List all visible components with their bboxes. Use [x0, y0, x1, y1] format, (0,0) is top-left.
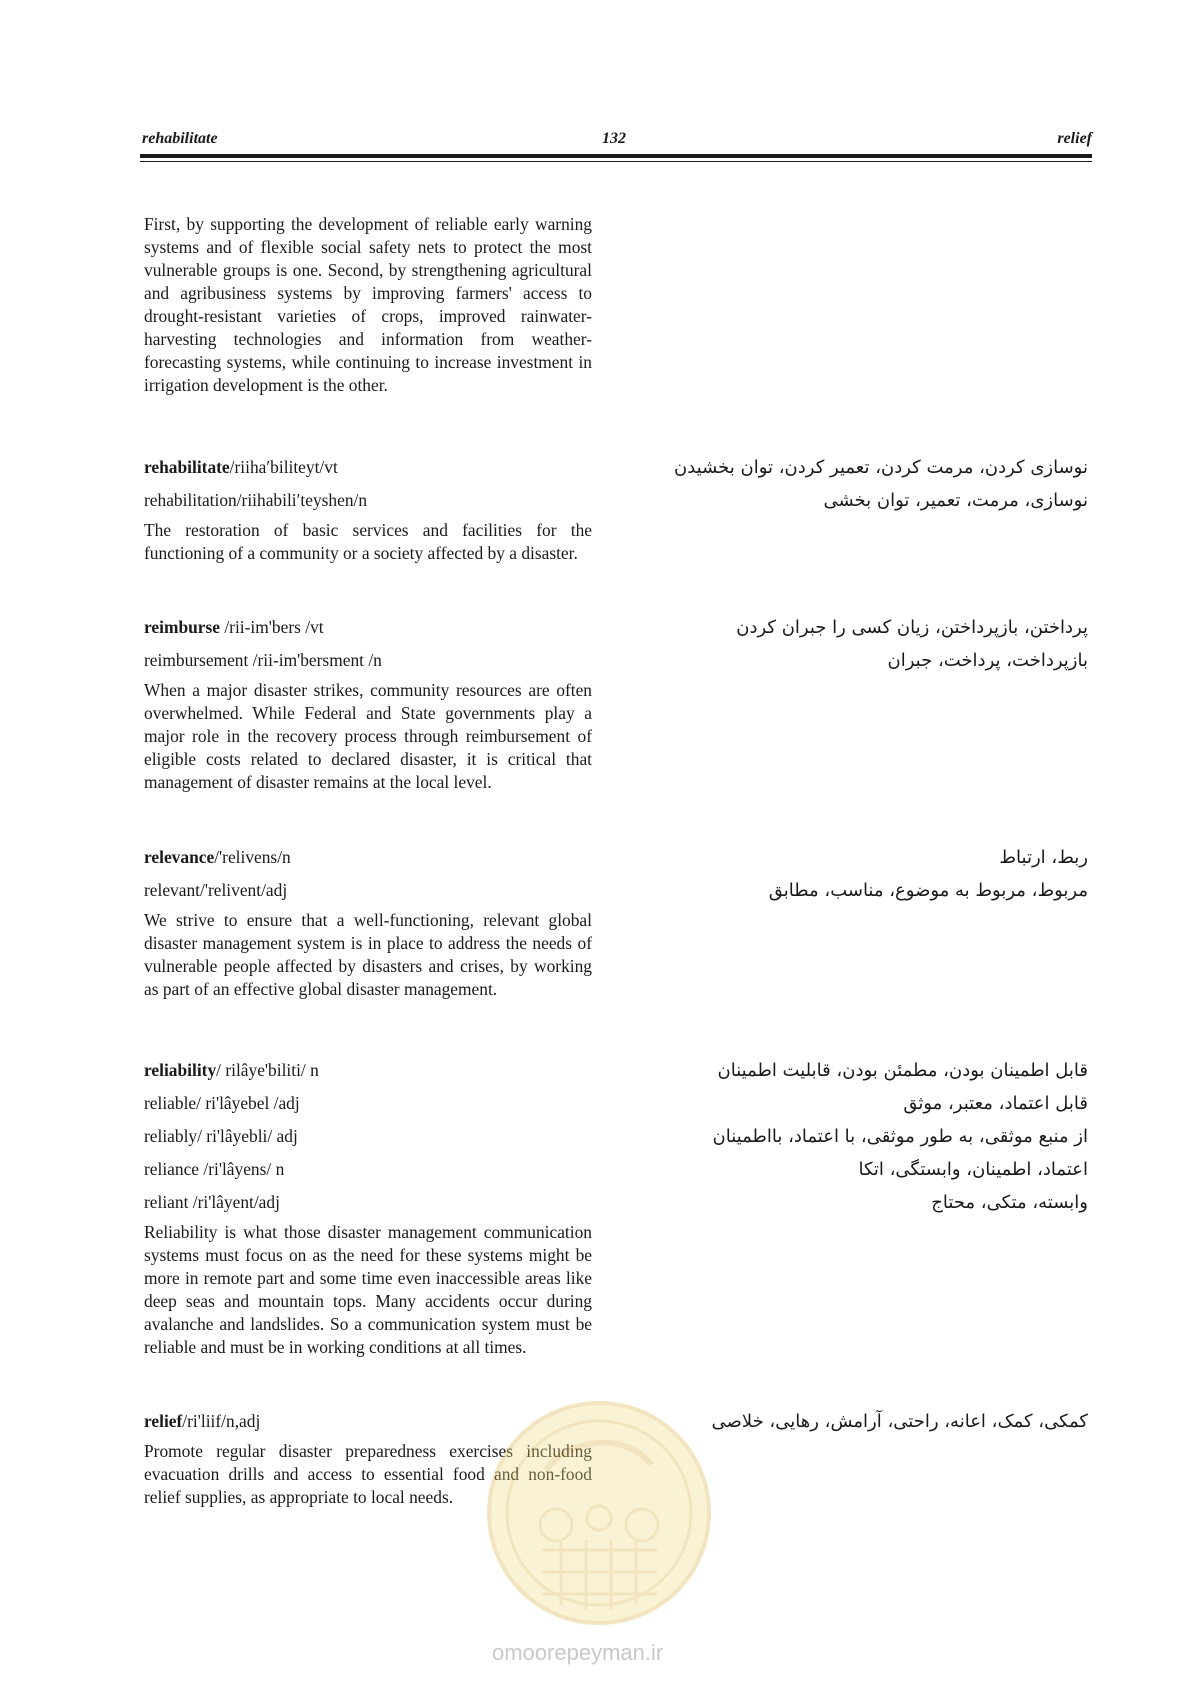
fa-translation: مربوط، مربوط به موضوع، مناسب، مطابق: [768, 880, 1088, 901]
headword-line: [144, 1054, 592, 1087]
headword-line: [144, 451, 592, 484]
running-header: [142, 128, 1092, 150]
derived-word-line: relevant/'relivent/adj: [144, 880, 288, 900]
pronunciation: /riiha′biliteyt/vt: [229, 457, 338, 477]
definition: Reliability is what those disaster management communication systems must focus on as the need for these systems might be more in remote part and some time even inaccessible areas like deep seas and mountain tops. Many accidents occur during avalanche and landslides. So a communication system must be reliable and must be in working conditions at all times.: [144, 1222, 592, 1357]
fa-translation: ربط، ارتباط: [999, 847, 1088, 868]
definition: We strive to ensure that a well-functioning, relevant global disaster management system is in place to address the needs of vulnerable people affected by disasters and crises, by working as part of an effective global disaster management.: [144, 910, 592, 999]
derived-word-line: rehabilitation/riihabili′teyshen/n: [144, 490, 368, 510]
header-rule-thin: [140, 161, 1092, 162]
page-number: 132: [602, 130, 626, 147]
entry-reliability: [144, 1054, 592, 1359]
fa-translation: قابل اطمینان بودن، مطمئن بودن، قابلیت اطمینان: [717, 1060, 1088, 1081]
fa-translation: نوسازی کردن، مرمت کردن، تعمیر کردن، توان بخشیدن: [673, 457, 1088, 478]
watermark-site-text: omoorepeyman.ir: [492, 1640, 664, 1665]
derived-word-line: reliant /ri'lâyent/adj: [144, 1192, 280, 1212]
fa-translation: از منبع موثقی، به طور موثقی، با اعتماد، بااطمینان: [712, 1126, 1088, 1147]
headword: reliability: [144, 1060, 217, 1080]
fa-translation: بازپرداخت، پرداخت، جبران: [887, 650, 1088, 671]
headword: rehabilitate: [144, 457, 230, 477]
intro-paragraph: First, by supporting the development of reliable early warning systems and of flexible social safety nets to protect the most vulnerable groups is one. Second, by strengthening agricultural and agribusiness systems by improving farmers' access to drought-resistant varieties of crops, improved rainwater-harvesting technologies and information from weather-forecasting systems, while continuing to increase investment in irrigation development is the other.: [144, 214, 592, 395]
definition: The restoration of basic services and facilities for the functioning of a community or a society affected by a disaster.: [144, 520, 592, 563]
headword: relief: [144, 1411, 183, 1431]
pronunciation: / rilâye'biliti/ n: [216, 1060, 319, 1080]
pronunciation: /ri'liif/n,adj: [182, 1411, 261, 1431]
entry-reimburse: [144, 611, 592, 794]
intro-block: [144, 213, 592, 397]
definition: Promote regular disaster preparedness exercises including evacuation drills and access to essential food and non-food relief supplies, as appropriate to local needs.: [144, 1441, 592, 1507]
fa-translation: پرداختن، بازپرداختن، زیان کسی را جبران کردن: [736, 617, 1088, 638]
fa-translation: کمکی، کمک، اعانه، راحتی، آرامش، رهایی، خلاصی: [711, 1411, 1088, 1432]
fa-relevance: [608, 841, 1088, 907]
header-last-word: relief: [1057, 130, 1092, 147]
fa-translation: وابسته، متکی، محتاج: [931, 1192, 1088, 1213]
fa-relief: [608, 1405, 1088, 1438]
entry-relevance: [144, 841, 592, 1001]
derived-word-line: reliably/ ri'lâyebli/ adj: [144, 1126, 298, 1146]
fa-rehabilitate: [608, 451, 1088, 517]
derived-word-line: reliance /ri'lâyens/ n: [144, 1159, 285, 1179]
pronunciation: /'relivens/n: [214, 847, 291, 867]
derived-word-line: reimbursement /rii-im'bersment /n: [144, 650, 382, 670]
headword-line: [144, 1405, 592, 1438]
headword: relevance: [144, 847, 215, 867]
headword-line: [144, 841, 592, 874]
headword-line: [144, 611, 592, 644]
derived-word-line: reliable/ ri'lâyebel /adj: [144, 1093, 300, 1113]
header-rule-thick: [140, 154, 1092, 158]
headword: reimburse: [144, 617, 220, 637]
fa-translation: قابل اعتماد، معتبر، موثق: [903, 1093, 1088, 1114]
entry-rehabilitate: [144, 451, 592, 565]
entry-relief: [144, 1405, 592, 1509]
pronunciation: /rii-im'bers /vt: [220, 617, 324, 637]
header-first-word: rehabilitate: [142, 130, 218, 147]
fa-reimburse: [608, 611, 1088, 677]
fa-translation: اعتماد، اطمینان، وابستگی، اتکا: [858, 1159, 1088, 1180]
definition: When a major disaster strikes, community resources are often overwhelmed. While Federal and State governments play a major role in the recovery process through reimbursement of eligible costs related to declared disaster, it is critical that management of disaster remains at the local level.: [144, 680, 592, 792]
fa-reliability: [608, 1054, 1088, 1219]
fa-translation: نوسازی، مرمت، تعمیر، توان بخشی: [823, 490, 1088, 511]
